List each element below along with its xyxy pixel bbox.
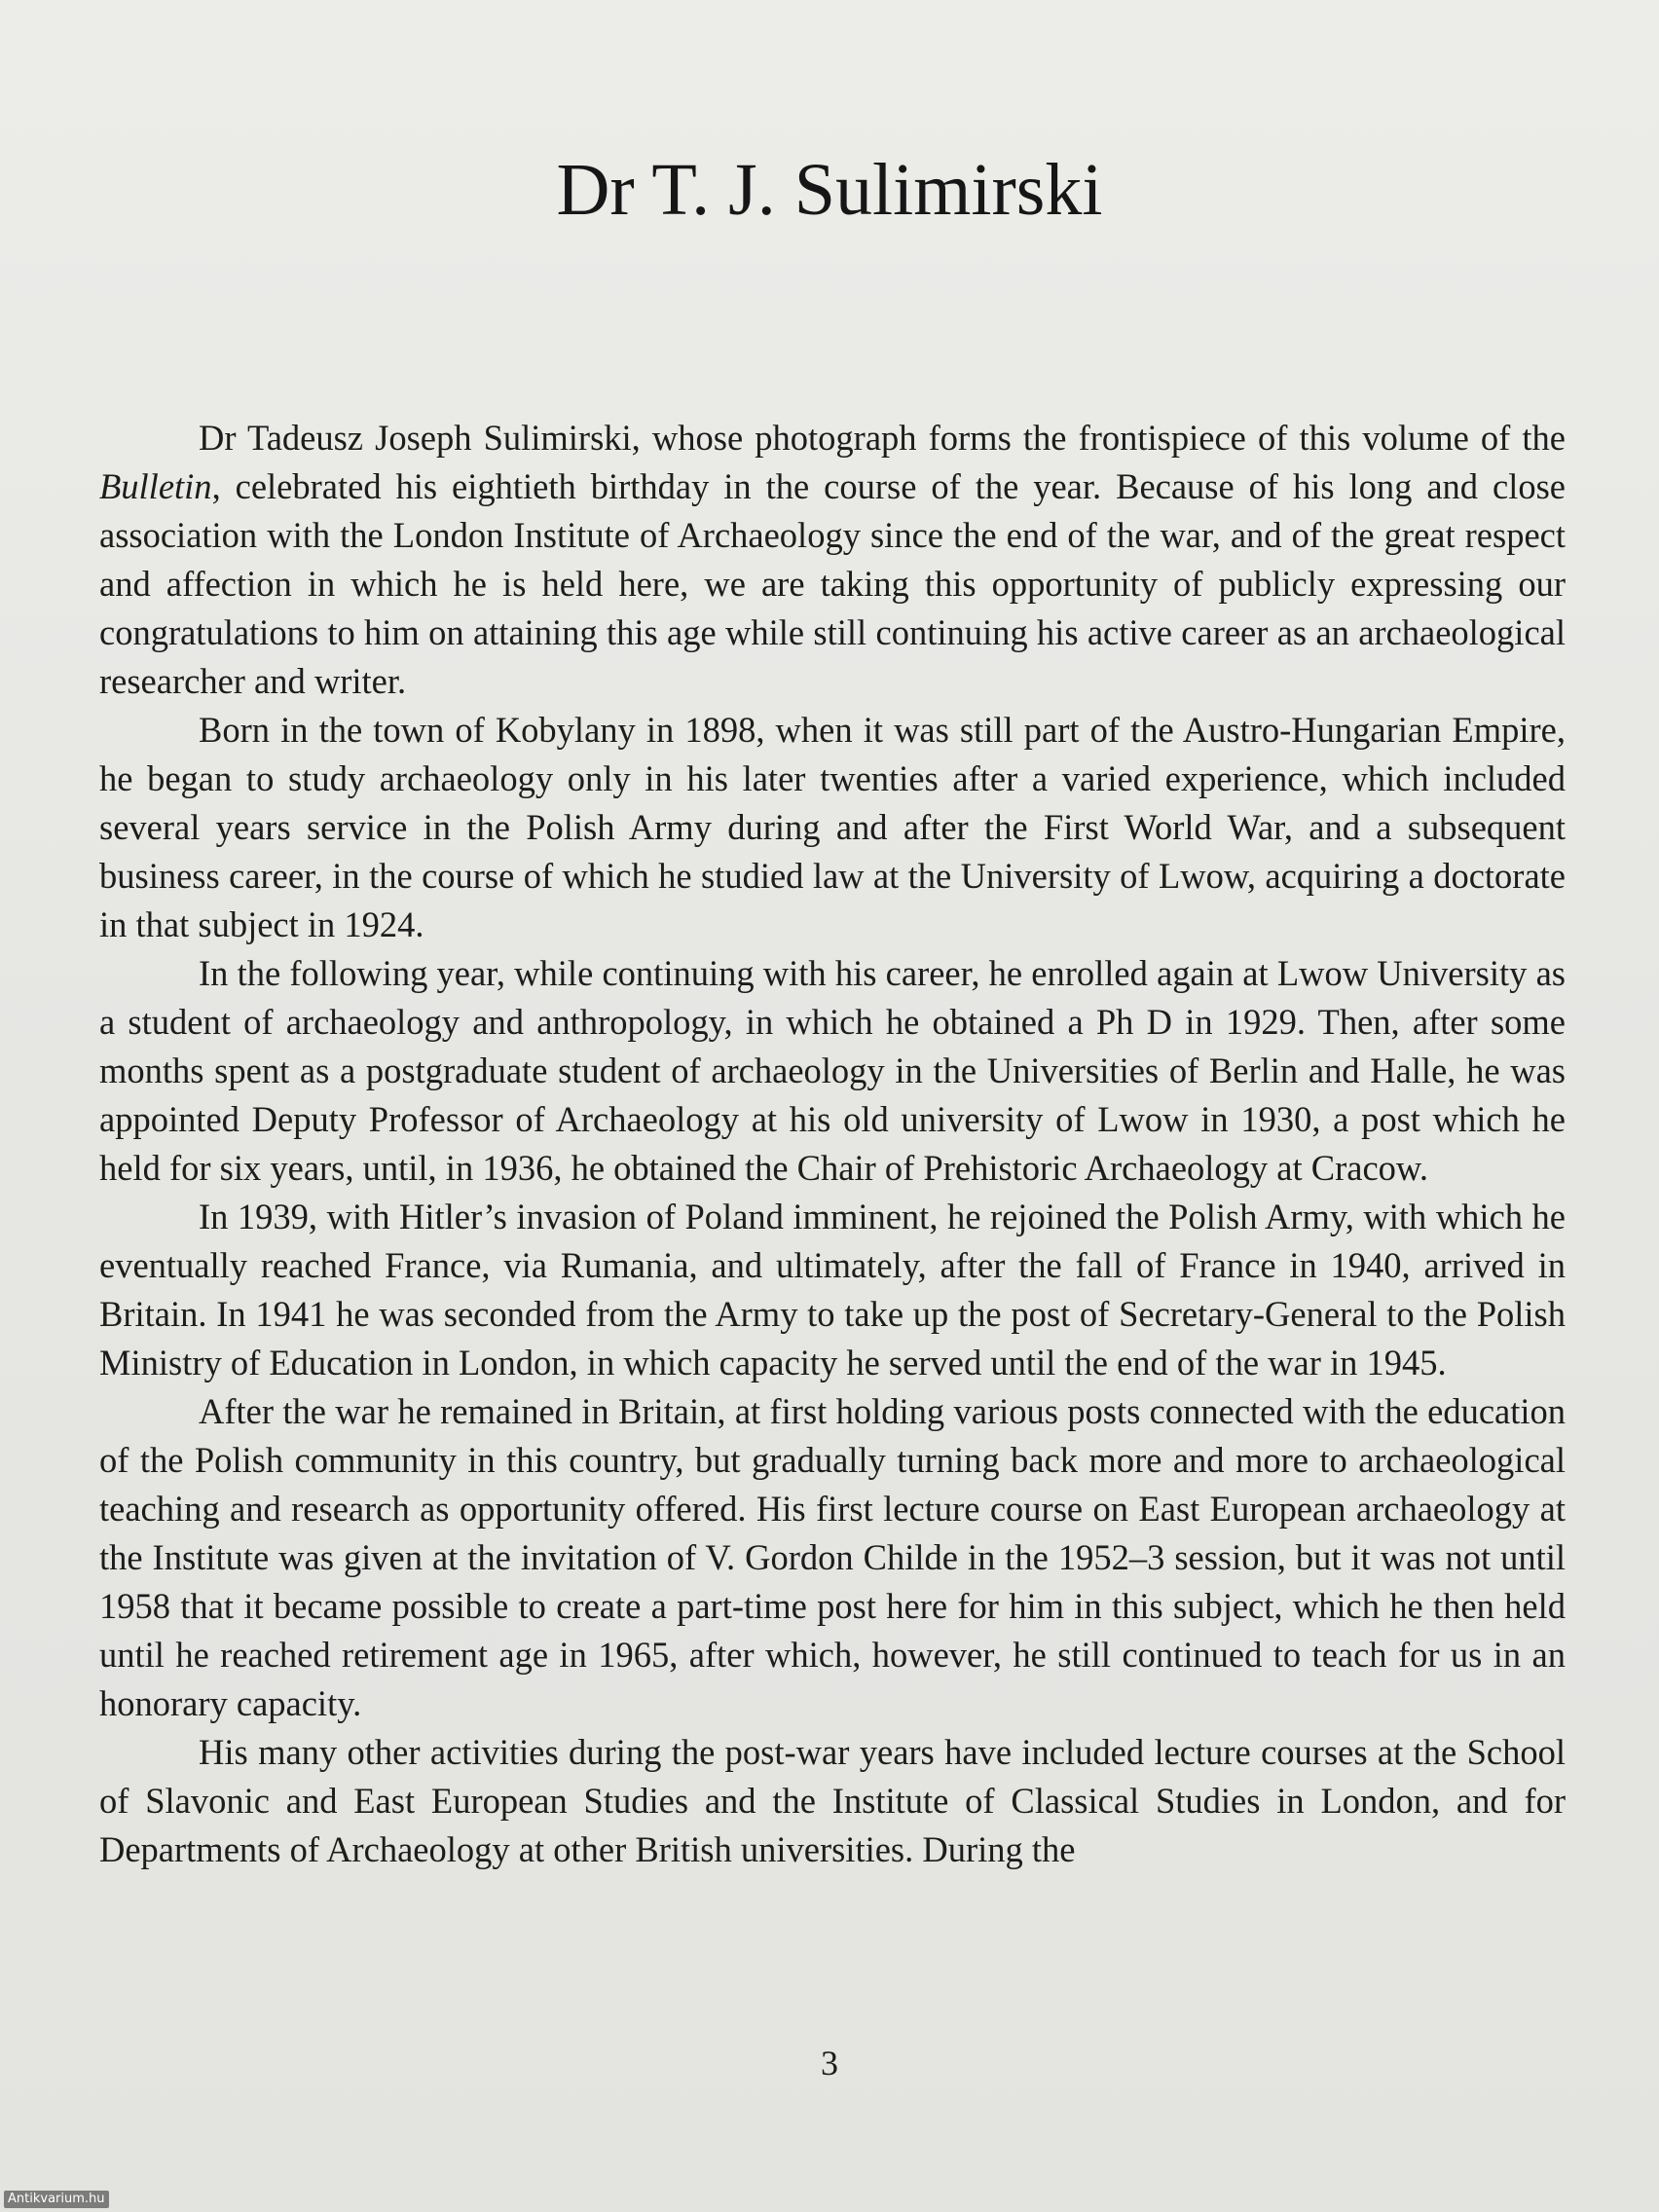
paragraph-4: In 1939, with Hitler’s invasion of Poland imminent, he rejoined the Polish Army, with which he eventually reached France, via Rumania, and ultimately, after the fall of France in 1940, arrived in Britain. In 1941 he was seconded from the Army to take up the post of Secretary-General to the Polish Ministry of Education in London, in which capacity he served until the end of the war in 1945. bbox=[99, 1197, 1566, 1382]
page-title: Dr T. J. Sulimirski bbox=[556, 149, 1103, 231]
page-number: 3 bbox=[821, 2044, 838, 2083]
paragraph-1 bbox=[99, 414, 1566, 706]
paragraph-3: In the following year, while continuing with his career, he enrolled again at Lwow University as a student of archaeology and anthropology, in which he obtained a Ph D in 1929. Then, after some months spent as a postgraduate student of archaeology in the Universities of Berlin and Halle, he was appointed Deputy Professor of Archaeology at his old university of Lwow in 1930, a post which he held for six years, until, in 1936, he obtained the Chair of Prehistoric Archaeology at Cracow. bbox=[99, 953, 1566, 1188]
paragraph-1-text-end: , celebrated his eightieth birthday in the course of the year. Because of his long and close association with the London Institute of Archaeology since the end of the war, and of the great respect and affection in which he is held here, we are taking this opportunity of publicly expressing our congratulations to him on attaining this age while still continuing his active career as an archaeological researcher and writer. bbox=[99, 466, 1566, 701]
watermark: Antikvarium.hu bbox=[4, 2191, 109, 2208]
paragraph-2: Born in the town of Kobylany in 1898, when it was still part of the Austro-Hungarian Empire, he began to study archaeology only in his later twenties after a varied experience, which included several years service in the Polish Army during and after the First World War, and a subsequent business career, in the course of which he studied law at the University of Lwow, acquiring a doctorate in that subject in 1924. bbox=[99, 710, 1566, 944]
paragraph-6: His many other activities during the post-war years have included lecture courses at the School of Slavonic and East European Studies and the Institute of Classical Studies in London, and for Departments of Archaeology at other British universities. During the bbox=[99, 1732, 1566, 1869]
paragraph-5: After the war he remained in Britain, at first holding various posts connected with the education of the Polish community in this country, but gradually turning back more and more to archaeological teaching and research as opportunity offered. His first lecture course on East European archaeology at the Institute was given at the invitation of V. Gordon Childe in the 1952–3 session, but it was not until 1958 that it became possible to create a part-time post here for him in this subject, which he then held until he reached retirement age in 1965, after which, however, he still continued to teach for us in an honorary capacity. bbox=[99, 1391, 1566, 1723]
body-text bbox=[99, 414, 1566, 1874]
bulletin-italic: Bulletin bbox=[99, 466, 212, 506]
paragraph-1-text-start: Dr Tadeusz Joseph Sulimirski, whose photograph forms the frontispiece of this volume of the bbox=[199, 418, 1566, 458]
